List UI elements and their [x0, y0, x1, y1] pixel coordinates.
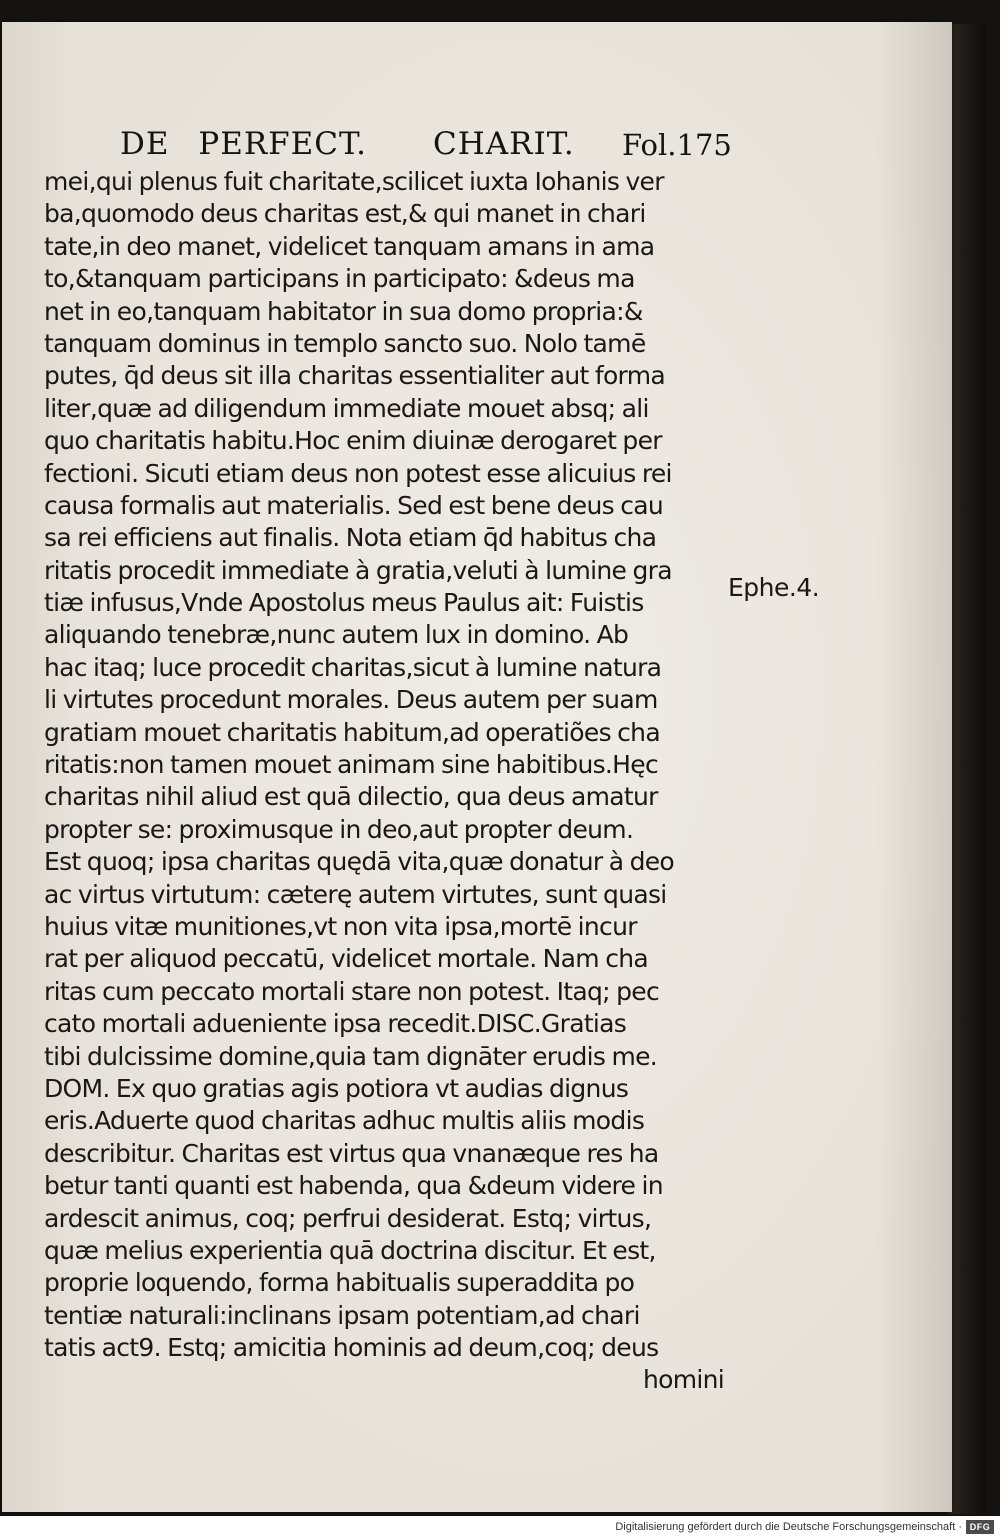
text-line: eris.Aduerte quod charitas adhuc multis aliis modis	[44, 1106, 645, 1136]
catchword: homini	[642, 1365, 724, 1395]
text-line: ritatis:non tamen mouet animam sine habitibus.Hęc	[44, 750, 659, 780]
text-line: hac itaq; luce procedit charitas,sicut à lumine natura	[44, 652, 662, 682]
text-line: Est quoq; ipsa charitas quędā vita,quæ donatur à deo	[44, 847, 675, 877]
text-line: tate,in deo manet, videlicet tanquam amans in ama	[44, 231, 655, 261]
running-title-2: CHARIT.	[433, 126, 575, 162]
running-title: DE PERFECT.	[120, 126, 367, 162]
text-line: cato mortali adueniente ipsa recedit.DISC.Gratias	[44, 1009, 627, 1039]
marginal-reference: Ephe.4.	[728, 573, 820, 602]
text-line: ritatis procedit immediate à gratia,veluti à lumine gra	[44, 555, 672, 585]
text-line: quo charitatis habitu.Hoc enim diuinæ derogaret per	[44, 426, 662, 456]
text-line: quæ melius experientia quā doctrina discitur. Et est,	[44, 1235, 656, 1265]
text-line: propter se: proximusque in deo,aut propter deum.	[44, 814, 634, 844]
text-line: li virtutes procedunt morales. Deus autem per suam	[44, 685, 658, 715]
body-text	[44, 166, 724, 1397]
text-line: aliquando tenebræ,nunc autem lux in domino. Ab	[44, 620, 629, 650]
book-page	[2, 22, 952, 1512]
text-line: mei,qui plenus fuit charitate,scilicet iuxta Iohanis ver	[44, 167, 664, 196]
text-line: betur tanti quanti est habenda, qua &deum videre in	[44, 1171, 663, 1201]
text-line: ac virtus virtutum: cæterę autem virtutes, sunt quasi	[44, 879, 667, 909]
text-line: ritas cum peccato mortali stare non potest. Itaq; pec	[44, 976, 660, 1006]
text-line: tentiæ naturali:inclinans ipsam potentiam,ad chari	[44, 1300, 640, 1330]
footer-bar	[0, 1516, 1000, 1540]
text-line: putes, q̄d deus sit illa charitas essentialiter aut forma	[44, 361, 665, 391]
text-line: describitur. Charitas est virtus qua vnanæque res ha	[44, 1138, 659, 1168]
text-line: tibi dulcissime domine,quia tam dignāter erudis me.	[44, 1041, 658, 1071]
text-line: fectioni. Sicuti etiam deus non potest esse alicuius rei	[44, 458, 672, 488]
text-line: sa rei efficiens aut finalis. Nota etiam q̄d habitus cha	[44, 523, 657, 553]
text-line: huius vitæ munitiones,vt non vita ipsa,mortē incur	[44, 911, 637, 941]
text-line: rat per aliquod peccatū, videlicet mortale. Nam cha	[44, 944, 649, 974]
text-line: DOM. Ex quo gratias agis potiora vt audias dignus	[44, 1073, 629, 1103]
dfg-logo: DFG	[966, 1520, 994, 1534]
running-header	[120, 126, 820, 166]
text-line: tatis act9. Estq; amicitia hominis ad deum,coq; deus	[44, 1333, 659, 1363]
text-line: ba,quomodo deus charitas est,& qui manet in chari	[44, 199, 646, 229]
folio-number: Fol.175	[622, 128, 732, 162]
text-line: proprie loquendo, forma habitualis superaddita po	[44, 1268, 635, 1298]
text-line: charitas nihil aliud est quā dilectio, qua deus amatur	[44, 782, 658, 812]
funding-credit: Digitalisierung gefördert durch die Deutsche Forschungsgemeinschaft ·	[615, 1521, 962, 1533]
text-line: ardescit animus, coq; perfrui desiderat. Estq; virtus,	[44, 1203, 652, 1233]
page-edge-shadow	[948, 24, 986, 1514]
text-line: tanquam dominus in templo sancto suo. Nolo tamē	[44, 328, 646, 358]
text-line: gratiam mouet charitatis habitum,ad operatiões cha	[44, 717, 660, 747]
text-line: liter,quæ ad diligendum immediate mouet absq; ali	[44, 393, 649, 423]
text-line: net in eo,tanquam habitator in sua domo propria:&	[44, 296, 643, 326]
text-line: tiæ infusus,Vnde Apostolus meus Paulus ait: Fuistis	[44, 588, 644, 618]
text-line: to,&tanquam participans in participato: &deus ma	[44, 264, 635, 294]
text-line: causa formalis aut materialis. Sed est bene deus cau	[44, 490, 664, 520]
